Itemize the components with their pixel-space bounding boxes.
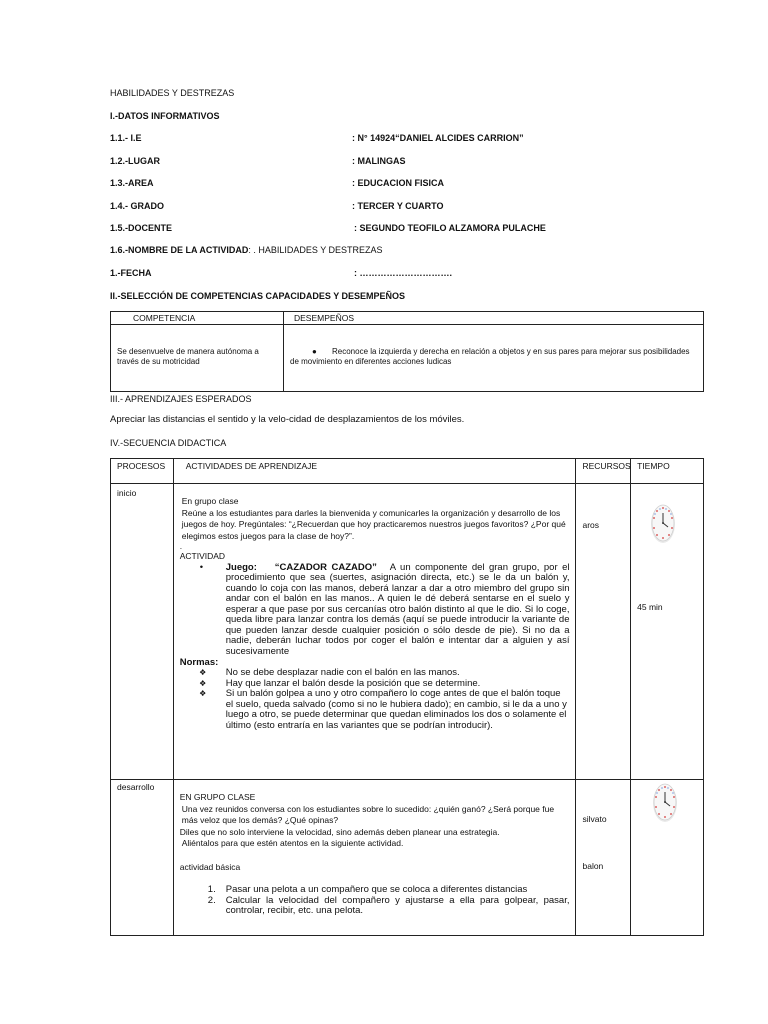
table-row xyxy=(111,325,704,392)
clock-icon xyxy=(650,503,676,543)
step-number: 1. xyxy=(207,884,216,895)
proceso-cell xyxy=(111,484,174,780)
proceso-cell xyxy=(111,780,174,936)
game-description xyxy=(180,563,570,658)
section3-heading: III.- APRENDIZAJES ESPERADOS xyxy=(110,394,252,404)
clock-illustration xyxy=(652,782,678,822)
step-number: 2. xyxy=(207,894,216,906)
desempeno-item xyxy=(290,347,697,357)
list-item xyxy=(180,668,570,679)
actividades-cell xyxy=(173,484,576,780)
game-name: “CAZADOR CAZADO” xyxy=(274,561,377,573)
step-text: Pasar una pelota a un compañero que se coloca a diferentes distancias xyxy=(225,884,528,895)
desarrollo-intro: Una vez reunidos conversa con los estudiantes sobre lo sucedido: ¿quién ganó? ¿Será porque fue más veloz que los demás? ¿Qué opinas? xyxy=(181,803,555,825)
section1-heading: I.-DATOS INFORMATIVOS xyxy=(110,111,220,121)
info-value: : TERCER Y CUARTO xyxy=(352,201,444,211)
actividades-cell xyxy=(173,780,576,936)
desempeno-text-2: de movimiento en diferentes acciones ludicas xyxy=(290,357,452,366)
info-value: : SEGUNDO TEOFILO ALZAMORA PULACHE xyxy=(354,223,546,233)
table-row-inicio xyxy=(111,484,704,780)
list-item xyxy=(180,885,570,896)
info-label: 1.5.-DOCENTE xyxy=(110,223,173,233)
info-value: : MALINGAS xyxy=(352,156,406,166)
list-item xyxy=(180,689,570,731)
info-row-area xyxy=(110,177,444,189)
info-label: 1.1.- I.E xyxy=(110,133,142,143)
header-actividades: ACTIVIDADES DE APRENDIZAJE xyxy=(173,459,576,484)
info-row-actividad xyxy=(110,244,383,256)
tiempo-value: 45 min xyxy=(637,602,663,612)
diamond-bullet-icon: ❖ xyxy=(199,668,207,677)
aprendizajes-text: Apreciar las distancias el sentido y la velo-cidad de desplazamientos de los móviles. xyxy=(110,414,465,425)
actividad-basica: actividad básica xyxy=(179,861,241,872)
group-label: EN GRUPO CLASE xyxy=(179,792,256,802)
header-competencia: COMPETENCIA xyxy=(111,312,284,325)
secuencia-table xyxy=(110,458,704,936)
game-text: A un componente del gran grupo, por el procedimiento que sea (suertes, asignación directa, etc.) se le da un balón y, cuando lo coja con las manos, deberá lanzar a dar a otro miembro del grupo sin andar con el balón en las manos.. A quien le dé deberá sentarse en el suelo y esperar a que pase por sus cercanías otro balón distinto al que le dio. Si lo coge, queda libre para lanzar contra los demás (aquí se puede introducir la variante de que pueden lanzar desde cualquier posición o sólo desde de pie). Si no da a nadie, deberán luchar todos por coger el balón e intentar dar a alguien y así sucesivamente xyxy=(225,561,570,657)
info-label: 1.-FECHA xyxy=(110,268,152,278)
header-recursos: RECURSOS xyxy=(576,459,631,484)
inicio-dot: . xyxy=(179,541,183,551)
info-label: 1.4.- GRADO xyxy=(110,201,165,211)
desempeno-text-1: Reconoce la izquierda y derecha en relación a objetos y en sus pares para mejorar sus posibilidades xyxy=(332,347,690,356)
table-header-row xyxy=(111,459,704,484)
document-title: HABILIDADES Y DESTREZAS xyxy=(110,88,235,98)
inicio-intro: Reúne a los estudiantes para darles la bienvenida y comunicarles la organización y desarrollo de los juegos de hoy. Pregúntales: “¿Recuerdan que hoy practicaremos nuestros juegos favoritos? ¿Por qué elegimos estos juegos para la clase de hoy?”. xyxy=(181,507,566,541)
norma-text: Hay que lanzar el balón desde la posición que se determine. xyxy=(225,677,481,689)
proceso-inicio: inicio xyxy=(117,488,137,498)
diamond-bullet-icon: ❖ xyxy=(199,678,207,688)
clock-icon xyxy=(652,782,678,822)
table-row-desarrollo xyxy=(111,780,704,936)
actividad-label: ACTIVIDAD xyxy=(179,551,226,561)
bullet-icon: • xyxy=(199,561,204,573)
recurso-balon: balon xyxy=(582,861,604,871)
recursos-cell xyxy=(576,484,631,780)
section4-heading: IV.-SECUENCIA DIDACTICA xyxy=(110,438,227,448)
competencias-table xyxy=(110,311,704,392)
table-header-row xyxy=(111,312,704,325)
norma-text: Si un balón golpea a uno y otro compañero lo coge antes de que el balón toque el suelo, queda salvado (como si no le hubiera dado); en cambio, si le da a uno y luego a otro, se puede determinar que quedan eliminados los dos o solamente el último (esto entraría en las variantes que se podrían introducir). xyxy=(225,688,567,731)
info-label: 1.3.-AREA xyxy=(110,178,154,188)
header-desempenos: DESEMPEÑOS xyxy=(284,312,704,325)
normas-label: Normas: xyxy=(179,657,219,668)
recurso-silvato: silvato xyxy=(582,814,607,824)
header-tiempo: TIEMPO xyxy=(631,459,704,484)
section2-heading: II.-SELECCIÓN DE COMPETENCIAS CAPACIDADES Y DESEMPEÑOS xyxy=(110,291,406,301)
bullet-icon: ● xyxy=(312,347,317,356)
desempeno-cell xyxy=(284,325,704,392)
list-item xyxy=(180,896,570,917)
info-value: : . HABILIDADES Y DESTREZAS xyxy=(248,245,383,255)
info-row-fecha xyxy=(110,267,452,279)
group-label: En grupo clase xyxy=(181,496,239,506)
desarrollo-line2: Diles que no solo interviene la velocidad, sino además deben planear una estrategia. xyxy=(179,826,500,837)
clock-illustration xyxy=(650,503,676,543)
header-procesos: PROCESOS xyxy=(111,459,174,484)
info-label: 1.2.-LUGAR xyxy=(110,156,161,166)
info-row-grado xyxy=(110,200,444,212)
recurso-aros: aros xyxy=(582,520,600,530)
info-row-lugar xyxy=(110,155,406,167)
step-text: Calcular la velocidad del compañero y ajustarse a ella para golpear, pasar, controlar, recibir, etc. una pelota. xyxy=(225,894,570,916)
info-row-ie xyxy=(110,132,524,144)
info-value: : EDUCACION FISICA xyxy=(352,178,444,188)
proceso-desarrollo: desarrollo xyxy=(117,782,155,792)
recursos-cell xyxy=(576,780,631,936)
info-label: 1.6.-NOMBRE DE LA ACTIVIDAD xyxy=(110,245,249,255)
info-value: : N° 14924“DANIEL ALCIDES CARRION” xyxy=(352,133,524,143)
norma-text: No se debe desplazar nadie con el balón en las manos. xyxy=(225,667,460,678)
info-value: : …………………………. xyxy=(354,268,452,278)
info-row-docente xyxy=(110,222,546,234)
competencia-cell: Se desenvuelve de manera autónoma a través de su motricidad xyxy=(111,325,284,392)
diamond-bullet-icon: ❖ xyxy=(199,689,207,698)
desarrollo-line3: Aliéntalos para que estén atentos en la siguiente actividad. xyxy=(181,838,404,848)
game-label: Juego: xyxy=(225,561,257,573)
